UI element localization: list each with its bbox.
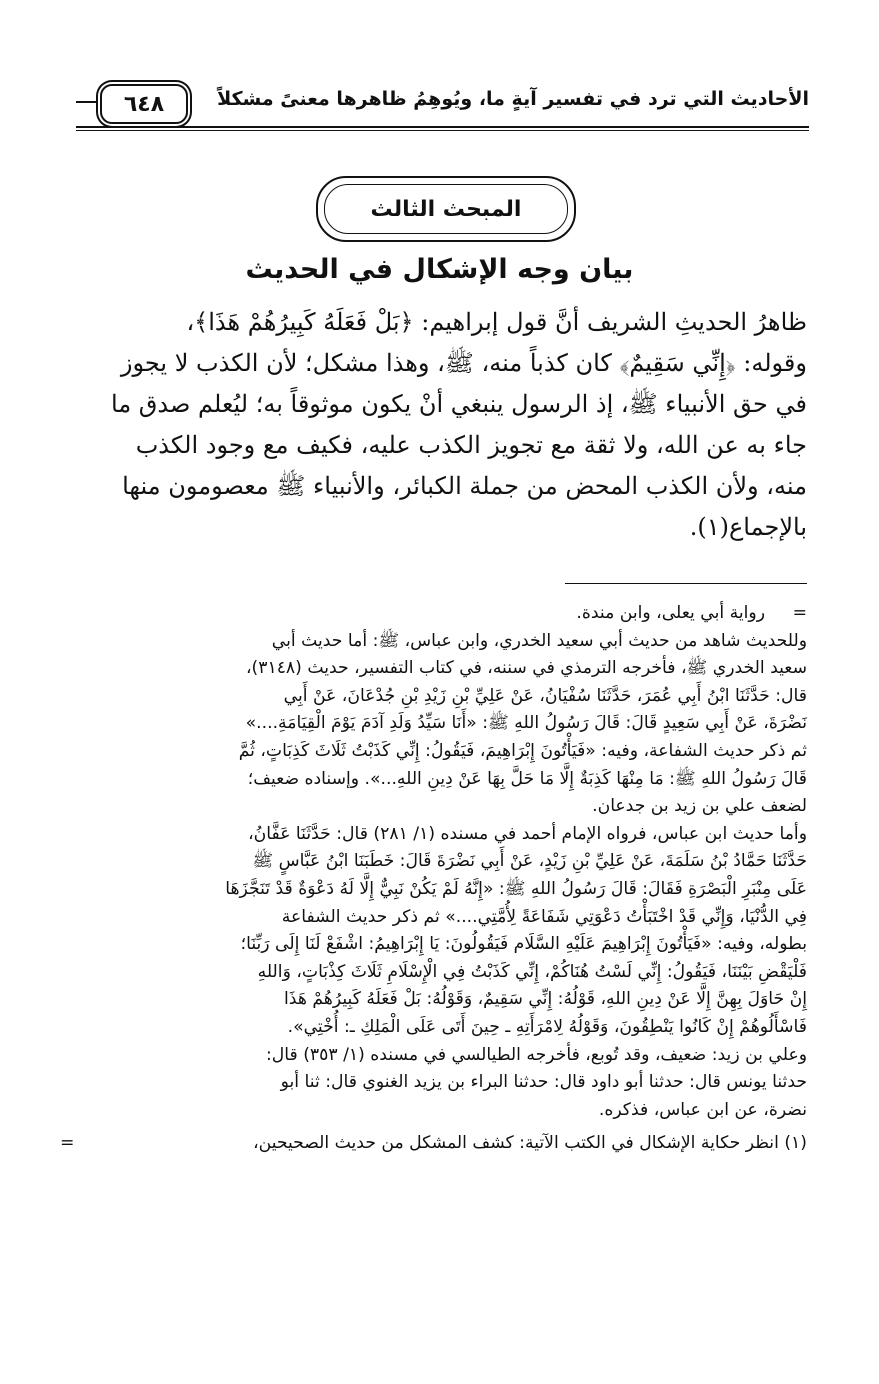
footnote-marker: (١) <box>784 1133 807 1154</box>
note-line: ثم ذكر حديث الشفاعة، وفيه: «فَيَأْتُونَ إِبْرَاهِيمَ، فَيَقُولُ: إِنِّي كَذَبْتُ ثَلَاثَ كَذِبَاتٍ، ثُمَّ <box>238 740 807 761</box>
body-line: بالإجماع(١). <box>689 513 807 541</box>
note-line: وأما حديث ابن عباس، فرواه الإمام أحمد في مسنده (١/ ٢٨١) قال: حَدَّثَنَا عَفَّانُ، <box>248 823 807 844</box>
section-heading: بيان وجه الإشكال في الحديث <box>245 254 634 285</box>
body-line: جاء به عن الله، ولا ثقة مع تجويز الكذب عليه، فكيف مع وجود الكذب <box>135 431 807 459</box>
note-line: حَدَّثَنَا حَمَّادُ بْنُ سَلَمَةَ، عَنْ عَلِيِّ بْنِ زَيْدٍ، عَنْ أَبِي نَضْرَةَ قَالَ: خَطَبَنَا ابْنُ عَبَّاسٍ ﷺ <box>252 851 807 872</box>
note-line: وللحديث شاهد من حديث أبي سعيد الخدري، وابن عباس، ﷺ: أما حديث أبي <box>271 630 807 651</box>
header-rule <box>76 126 809 128</box>
note-line: سعيد الخدري ﷺ، فأخرجه الترمذي في سننه، في كتاب التفسير، حديث (٣١٤٨)، <box>245 658 807 679</box>
note-line: عَلَى مِنْبَرِ الْبَصْرَةِ فَقَالَ: قَالَ رَسُولُ اللهِ ﷺ: «إِنَّهُ لَمْ يَكُنْ نَبِيٌّ إِلَّا لَهُ دَعْوَةٌ قَدْ تَنَجَّزَهَا <box>225 878 807 899</box>
main-text <box>72 302 807 548</box>
note-line: حدثنا يونس قال: حدثنا أبو داود قال: حدثنا البراء بن يزيد الغنوي قال: ثنا أبو <box>280 1072 807 1093</box>
note-line: فَاسْأَلُوهُمْ إِنْ كَانُوا يَنْطِقُونَ، وَقَوْلُهُ لِامْرَأَتِهِ ـ حِينَ أَتَى عَلَى الْمَلِكِ ـ: أُخْتِي». <box>287 1016 807 1037</box>
footnote-item <box>60 1130 807 1158</box>
note-line: قَالَ رَسُولُ اللهِ ﷺ: مَا مِنْهَا كَذِبَةٌ إِلَّا مَا حَلَّ بِهَا عَنْ دِينِ اللهِ...». وإسناده ضعيف؛ <box>247 768 807 789</box>
body-line: منه، ولأن الكذب المحض من جملة الكبائر، والأنبياء ﷺ معصومون منها <box>122 472 807 500</box>
note-line-text: رواية أبي يعلى، وابن مندة. <box>576 603 765 623</box>
continuation-mark: = <box>792 603 807 623</box>
section-label: المبحث الثالث <box>370 196 522 222</box>
body-line: وقوله: ﴿إِنِّي سَقِيمٌ﴾ كان كذباً منه، ﷺ، وهذا مشكل؛ لأن الكذب لا يجوز <box>120 349 807 377</box>
footnote-separator <box>565 583 807 584</box>
note-line: قال: حَدَّثَنَا ابْنُ أَبِي عُمَرَ، حَدَّثَنَا سُفْيَانُ، عَنْ عَلِيِّ بْنِ زَيْدِ بْنِ جُدْعَانَ، عَنْ أَبِي <box>283 685 807 706</box>
footnotes <box>60 600 807 1158</box>
section-ornament <box>316 176 576 242</box>
page-number-frame <box>100 84 188 124</box>
note-line: نضرة، عن ابن عباس، فذكره. <box>598 1099 807 1120</box>
header-rule-short <box>76 101 96 103</box>
note-line: وعلي بن زيد: ضعيف، وقد تُوبع، فأخرجه الطيالسي في مسنده (١/ ٣٥٣) قال: <box>266 1044 807 1065</box>
note-line: فِي الدُّنْيَا، وَإِنِّي قَدْ اخْتَبَأْتُ دَعْوَتِي شَفَاعَةً لِأُمَّتِي....» ثم ذكر حديث الشفاعة <box>281 906 807 927</box>
footnote-text: انظر حكاية الإشكال في الكتب الآتية: كشف المشكل من حديث الصحيحين، <box>253 1133 779 1154</box>
note-line: إِنْ حَاوَلَ بِهِنَّ إِلَّا عَنْ دِينِ اللهِ، قَوْلُهُ: إِنِّي سَقِيمٌ، وَقَوْلُهُ: بَلْ فَعَلَهُ كَبِيرُهُمْ هَذَا <box>284 989 807 1010</box>
body-line: في حق الأنبياء ﷺ، إذ الرسول ينبغي أنْ يكون موثوقاً به؛ ليُعلم صدق ما <box>111 390 807 418</box>
note-line: لضعف علي بن زيد بن جدعان. <box>592 796 807 817</box>
running-title: الأحاديث التي ترد في تفسير آيةٍ ما، ويُوهِمُ ظاهرها معنىً مشكلاً <box>217 88 809 110</box>
note-line: بطوله، وفيه: «فَيَأْتُونَ إِبْرَاهِيمَ عَلَيْهِ السَّلَام فَيَقُولُونَ: يَا إِبْرَاهِيمُ: اشْفَعْ لَنَا إِلَى رَبِّنَا؛ <box>240 934 807 955</box>
page-header <box>76 84 809 130</box>
page-number: ٦٤٨ <box>123 91 165 117</box>
body-line: ظاهرُ الحديثِ الشريف أنَّ قول إبراهيم: ﴿بَلْ فَعَلَهُ كَبِيرُهُمْ هَذَا﴾، <box>186 308 807 336</box>
note-line: فَلْيَقْضِ بَيْنَنَا، فَيَقُولُ: إِنِّي لَسْتُ هُنَاكُمْ، إِنِّي كَذَبْتُ فِي الْإِسْلَامِ ثَلَاثَ كِذْبَاتٍ، وَاللهِ <box>257 961 807 982</box>
note-line <box>60 600 807 628</box>
note-line: نَضْرَةَ، عَنْ أَبِي سَعِيدٍ قَالَ: قَالَ رَسُولُ اللهِ ﷺ: «أَنَا سَيِّدُ وَلَدِ آدَمَ يَوْمَ الْقِيَامَةِ....» <box>245 713 807 734</box>
footnote-continuation-mark: = <box>60 1133 75 1154</box>
header-rule-thin <box>76 130 809 131</box>
